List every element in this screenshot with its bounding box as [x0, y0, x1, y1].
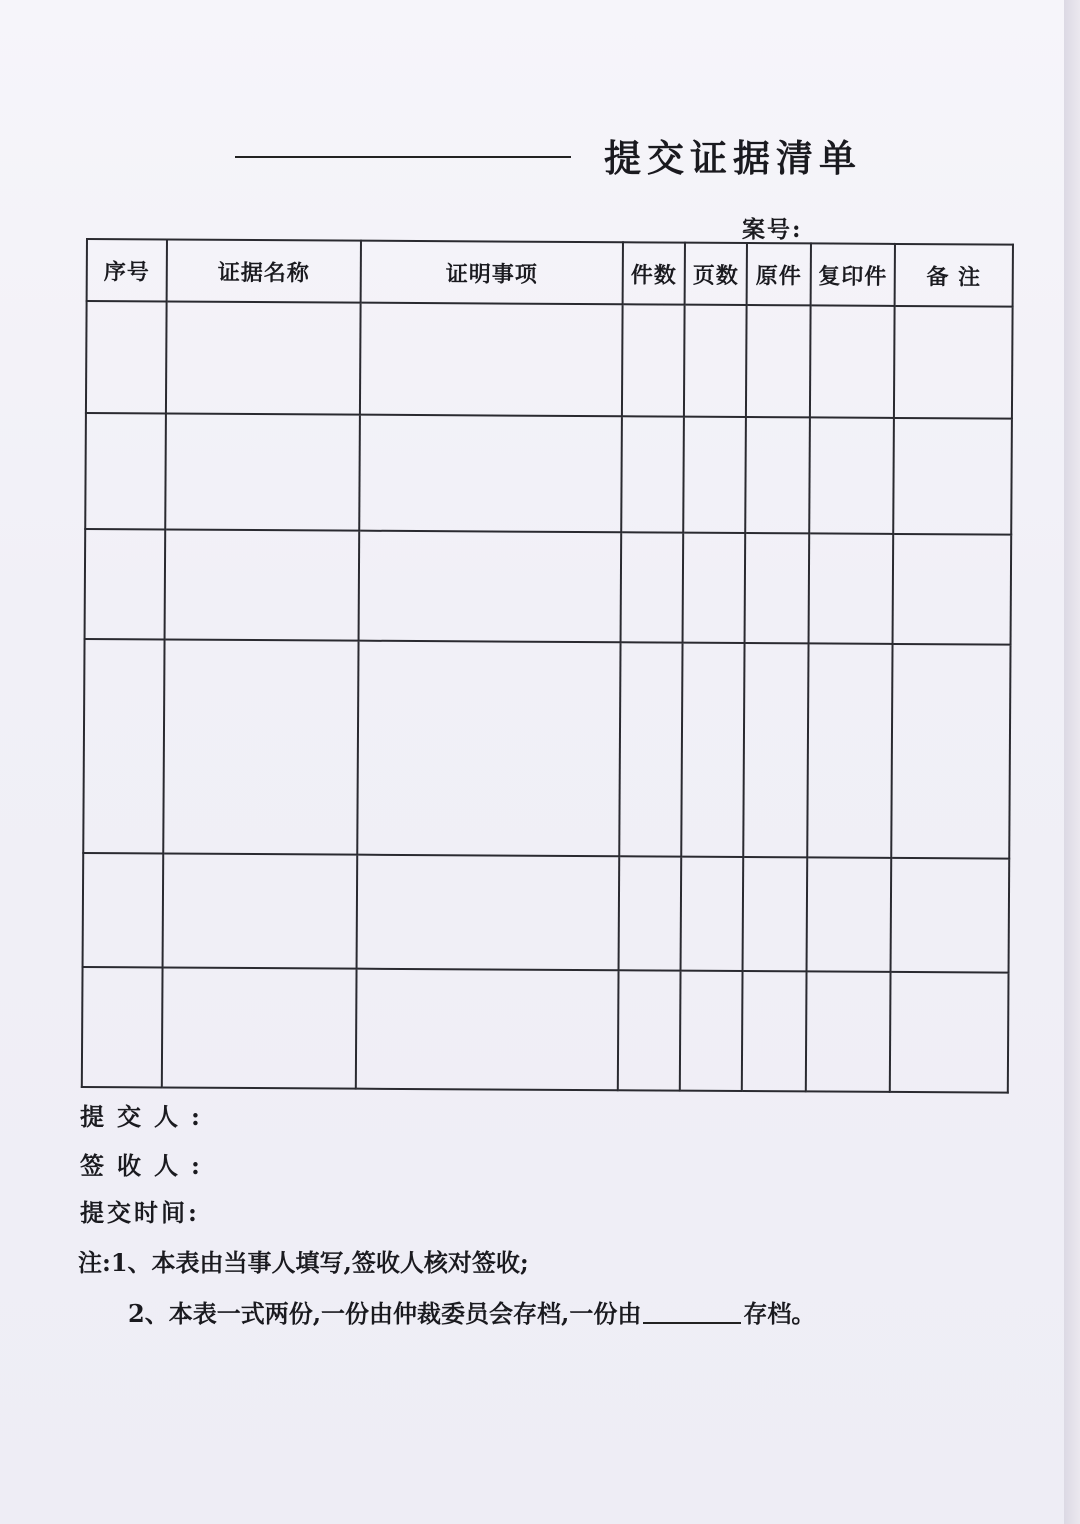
note-blank-line — [643, 1322, 741, 1324]
cell-seq[interactable] — [83, 853, 164, 967]
cell-seq[interactable] — [86, 301, 167, 413]
cell-pieces[interactable] — [621, 416, 684, 532]
title-blank-line — [235, 156, 571, 158]
evidence-table — [81, 238, 1014, 1094]
cell-original[interactable] — [743, 857, 808, 971]
cell-evidence-name[interactable] — [162, 967, 357, 1088]
cell-proof-matter[interactable] — [360, 303, 623, 417]
table-row — [83, 853, 1010, 973]
cell-remarks[interactable] — [893, 534, 1012, 645]
table-row — [82, 967, 1009, 1093]
cell-original[interactable] — [745, 417, 810, 533]
cell-proof-matter[interactable] — [359, 531, 622, 643]
submit-time-label: 提交时间: — [80, 1198, 200, 1227]
cell-remarks[interactable] — [891, 858, 1010, 973]
note-line-2 — [128, 1294, 815, 1329]
cell-proof-matter[interactable] — [357, 641, 620, 857]
cell-copy[interactable] — [807, 857, 892, 972]
receiver-label: 签收人: — [80, 1151, 213, 1180]
cell-original[interactable] — [743, 643, 808, 857]
cell-pages[interactable] — [681, 643, 744, 857]
table-row — [86, 301, 1013, 419]
cell-evidence-name[interactable] — [163, 639, 358, 854]
note-line-2-prefix: 2、本表一式两份,一份由仲裁委员会存档,一份由 — [128, 1299, 642, 1328]
header-original: 原件 — [747, 243, 811, 305]
cell-proof-matter[interactable] — [359, 415, 622, 533]
table-row — [83, 639, 1010, 859]
cell-proof-matter[interactable] — [356, 969, 619, 1091]
header-pages: 页数 — [685, 243, 747, 305]
cell-original[interactable] — [742, 971, 807, 1091]
paper-edge-shadow — [1064, 0, 1080, 1524]
cell-pages[interactable] — [680, 971, 743, 1091]
cell-pages[interactable] — [681, 857, 744, 971]
cell-original[interactable] — [745, 533, 810, 643]
cell-pieces[interactable] — [618, 970, 681, 1090]
cell-copy[interactable] — [809, 533, 894, 644]
cell-copy[interactable] — [807, 643, 892, 858]
header-evidence-name: 证据名称 — [167, 239, 361, 302]
table-header-row — [87, 239, 1013, 307]
cell-copy[interactable] — [809, 417, 894, 534]
cell-proof-matter[interactable] — [357, 855, 620, 971]
case-number-label: 案号: — [742, 216, 803, 243]
note-line-1: 注:1、本表由当事人填写,签收人核对签收; — [78, 1248, 529, 1277]
header-proof-matter: 证明事项 — [361, 241, 623, 305]
submitter-label: 提交人: — [80, 1102, 213, 1131]
cell-pieces[interactable] — [622, 304, 685, 416]
cell-pages[interactable] — [683, 417, 746, 533]
cell-pieces[interactable] — [619, 856, 682, 970]
cell-evidence-name[interactable] — [165, 529, 360, 640]
header-remarks: 备 注 — [895, 244, 1013, 307]
cell-pieces[interactable] — [621, 532, 684, 642]
cell-seq[interactable] — [85, 529, 166, 639]
table-row — [85, 413, 1012, 535]
cell-original[interactable] — [746, 305, 811, 417]
cell-seq[interactable] — [82, 967, 163, 1087]
header-seq: 序号 — [87, 239, 167, 301]
table-row — [85, 529, 1012, 645]
cell-evidence-name[interactable] — [166, 301, 361, 414]
document-title: 提交证据清单 — [604, 136, 862, 180]
header-pieces: 件数 — [623, 242, 685, 304]
cell-pieces[interactable] — [619, 642, 682, 856]
cell-seq[interactable] — [83, 639, 164, 853]
cell-evidence-name[interactable] — [163, 853, 358, 968]
cell-evidence-name[interactable] — [165, 413, 360, 530]
cell-pages[interactable] — [684, 305, 747, 417]
cell-remarks[interactable] — [893, 418, 1012, 535]
header-copy: 复印件 — [811, 243, 895, 306]
cell-seq[interactable] — [85, 413, 166, 529]
cell-copy[interactable] — [806, 971, 891, 1092]
cell-pages[interactable] — [683, 533, 746, 643]
cell-remarks[interactable] — [894, 306, 1013, 419]
cell-copy[interactable] — [810, 305, 895, 418]
cell-remarks[interactable] — [890, 972, 1009, 1093]
cell-remarks[interactable] — [891, 644, 1010, 859]
note-line-2-suffix: 存档。 — [743, 1299, 816, 1328]
